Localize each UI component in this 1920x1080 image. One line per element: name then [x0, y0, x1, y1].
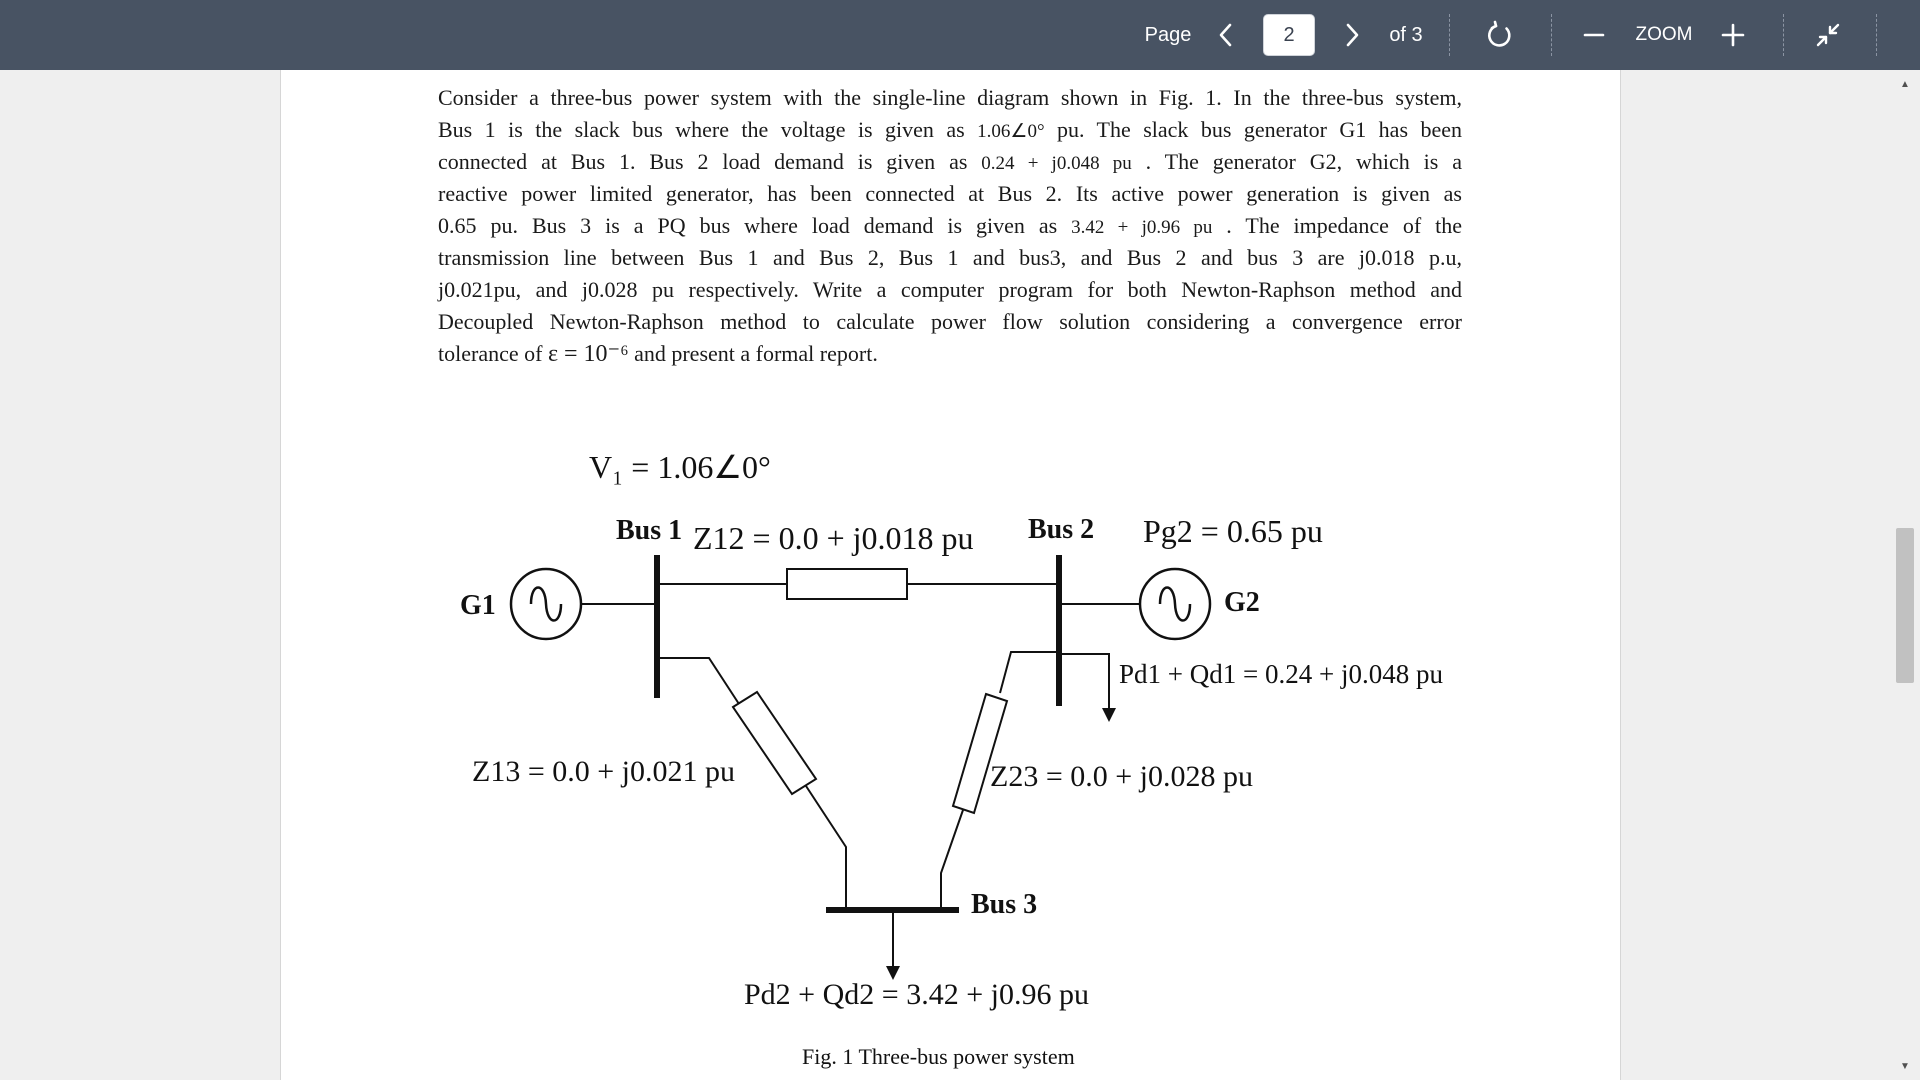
paragraph-line: reactive power limited generator, has been connected at Bus 2. Its active power generation is given as [438, 181, 1462, 206]
g2-label: G2 [1224, 587, 1260, 618]
scroll-down-icon[interactable]: ▼ [1900, 1060, 1910, 1072]
page-label: Page [1144, 23, 1192, 46]
paragraph-line: Decoupled Newton-Raphson method to calculate power flow solution considering a convergence error [438, 309, 1462, 334]
bus2-load-arrow [1102, 708, 1116, 722]
bus2-load-line [1059, 654, 1109, 710]
z23-label: Z23 = 0.0 + j0.028 pu [990, 760, 1253, 793]
chevron-right-icon[interactable] [1334, 0, 1370, 70]
paragraph-line: connected at Bus 1. Bus 2 load demand is given as 0.24 + j0.048 pu . The generator G2, which is a [438, 149, 1462, 174]
line-2-3 [941, 810, 963, 910]
paragraph-line: tolerance of ε = 10⁻⁶ and present a formal report. [438, 341, 878, 367]
line-1-3 [806, 786, 846, 910]
bus3-load-value: 3.42 + j0.96 pu [1071, 217, 1213, 238]
bus2-load-label: Pd1 + Qd1 = 0.24 + j0.048 pu [1119, 659, 1443, 689]
page-number-input[interactable]: 2 [1263, 14, 1315, 56]
pdf-toolbar [0, 0, 1920, 70]
line-2-3 [1000, 652, 1059, 693]
z23-impedance [953, 694, 1007, 813]
v1-label: V₁ = 1.06∠0° [589, 449, 771, 485]
exit-fullscreen-icon[interactable] [1808, 0, 1848, 70]
zoom-label: ZOOM [1635, 24, 1693, 45]
pg2-label: Pg2 = 0.65 pu [1143, 513, 1323, 549]
paragraph-line: transmission line between Bus 1 and Bus 2, Bus 1 and bus3, and Bus 2 and bus 3 are j0.018 p.u, [438, 245, 1462, 270]
toolbar-divider [1783, 14, 1784, 56]
slack-voltage-value: 1.06∠0° [977, 121, 1045, 142]
z12-impedance [787, 569, 907, 599]
bus1-label: Bus 1 [616, 515, 683, 546]
paragraph-line: j0.021pu, and j0.028 pu respectively. Write a computer program for both Newton-Raphson method and [438, 277, 1462, 302]
three-bus-diagram [281, 70, 1620, 1080]
pdf-page [280, 70, 1621, 1080]
bus2-load-value: 0.24 + j0.048 pu [981, 153, 1132, 174]
z13-label: Z13 = 0.0 + j0.021 pu [472, 755, 735, 788]
paragraph-line: Consider a three-bus power system with the single-line diagram shown in Fig. 1. In the three-bus system, [438, 85, 1462, 110]
rotate-icon[interactable] [1480, 0, 1520, 70]
toolbar-divider [1551, 14, 1552, 56]
line-1-3 [657, 658, 739, 704]
bus2-label: Bus 2 [1028, 514, 1095, 545]
scrollbar-thumb[interactable] [1896, 528, 1914, 683]
z12-label: Z12 = 0.0 + j0.018 pu [693, 520, 974, 556]
figure-caption: Fig. 1 Three-bus power system [802, 1044, 1075, 1069]
bus3-load-label: Pd2 + Qd2 = 3.42 + j0.96 pu [744, 978, 1089, 1011]
minus-icon[interactable] [1578, 0, 1610, 70]
total-pages: of 3 [1389, 23, 1423, 46]
plus-icon[interactable] [1717, 0, 1749, 70]
tolerance-value: ε = 10⁻⁶ [547, 341, 629, 367]
bus3-label: Bus 3 [971, 889, 1038, 920]
toolbar-divider [1449, 14, 1450, 56]
paragraph-line: Bus 1 is the slack bus where the voltage is given as 1.06∠0° pu. The slack bus generator G1 has been [438, 117, 1462, 142]
scroll-up-icon[interactable]: ▲ [1900, 78, 1910, 90]
chevron-left-icon[interactable] [1208, 0, 1244, 70]
g1-label: G1 [460, 590, 496, 621]
z13-impedance [733, 692, 816, 794]
toolbar-divider [1876, 14, 1877, 56]
vertical-scrollbar[interactable] [1890, 70, 1920, 1080]
document-viewer[interactable] [0, 70, 1920, 1080]
paragraph-line: 0.65 pu. Bus 3 is a PQ bus where load demand is given as 3.42 + j0.96 pu . The impedance of the [438, 213, 1462, 238]
